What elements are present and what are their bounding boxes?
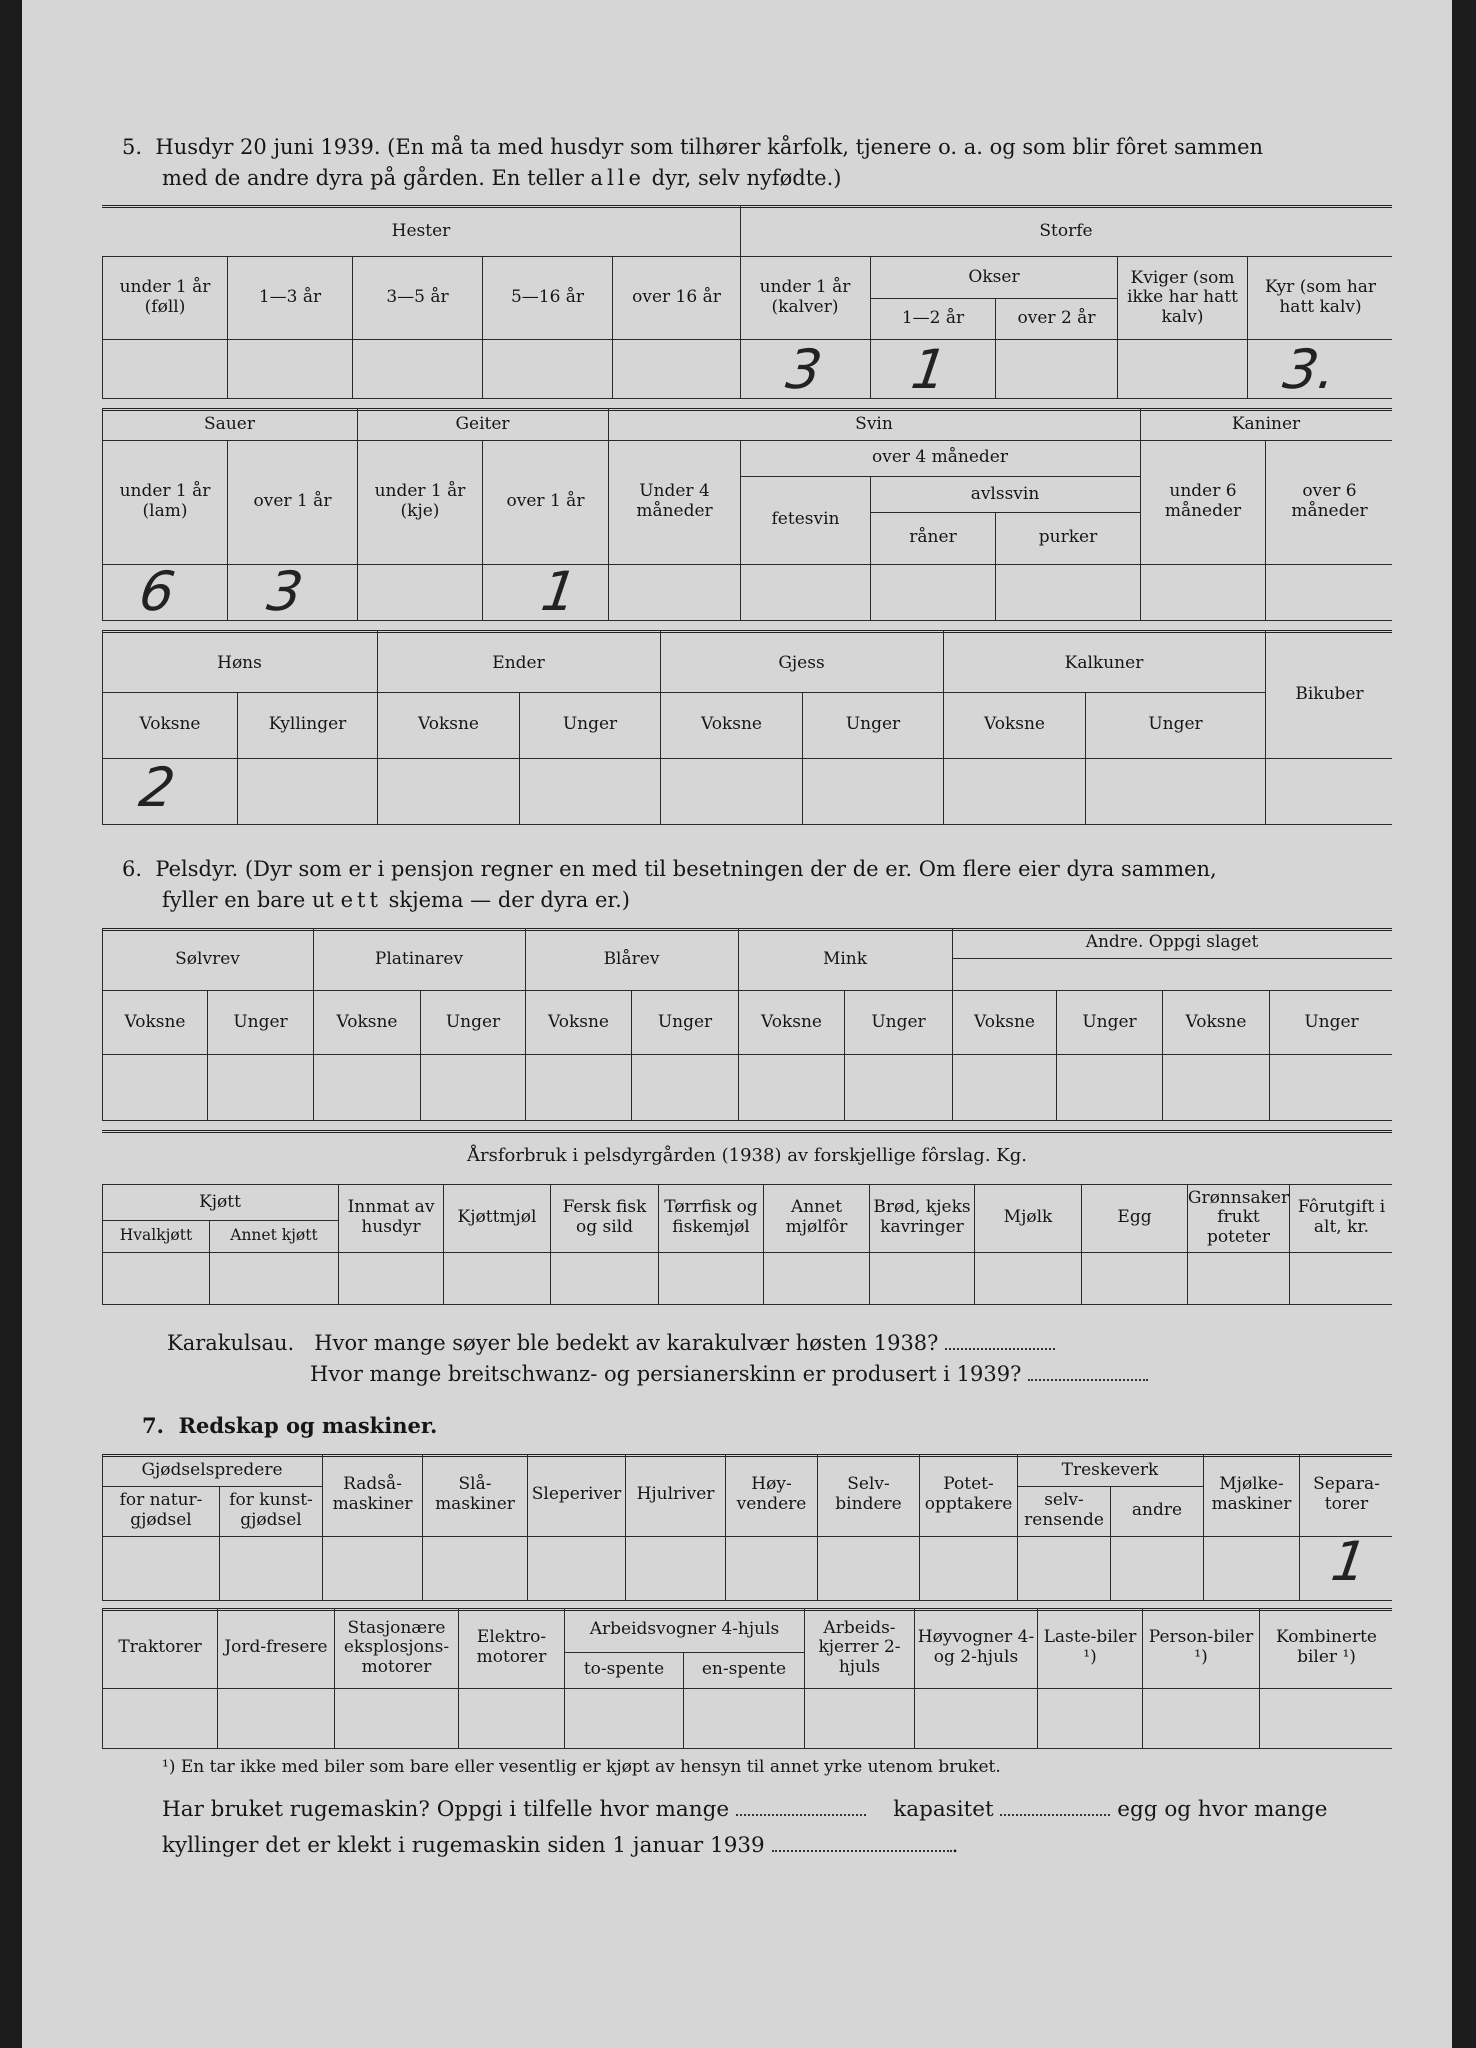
col-geiter-over1: over 1 år — [506, 491, 585, 512]
col-purker: purker — [1038, 527, 1098, 548]
col-elektromotorer: Elektro-motorer — [476, 1627, 547, 1667]
section7-heading — [142, 1410, 437, 1441]
value-hons-voksne: 2 — [135, 756, 179, 819]
sauer-header: Sauer — [204, 414, 255, 435]
section5-line1: Husdyr 20 juni 1939. (En må ta med husdyr som tilhører kårfolk, tjenere o. a. og som blir fôret sammen — [155, 135, 1264, 159]
ender-unger: Unger — [562, 714, 618, 735]
col-avlssvin: avlssvin — [970, 484, 1040, 505]
col-andre: andre — [1131, 1500, 1183, 1521]
karakul-q1: Hvor mange søyer ble bedekt av karakulvær høsten 1938? — [314, 1331, 939, 1355]
value-geiter-over1: 1 — [537, 560, 581, 623]
value-sauer-over1: 3 — [263, 560, 307, 623]
col-sla: Slå-maskiner — [435, 1474, 515, 1514]
col-over16: over 16 år — [632, 287, 721, 308]
hons-kyllinger: Kyllinger — [268, 714, 347, 735]
andre-header: Andre. Oppgi slaget — [1085, 932, 1259, 953]
karakul-q2-answer[interactable] — [1028, 1373, 1148, 1381]
col-kje: under 1 år (kje) — [374, 481, 466, 521]
col-3-5: 3—5 år — [386, 287, 449, 308]
geiter-header: Geiter — [455, 414, 510, 435]
form-page — [22, 0, 1452, 2048]
solvrev-voksne: Voksne — [124, 1012, 186, 1033]
col-gronnsaker: Grønnsaker frukt poteter — [1187, 1187, 1290, 1247]
rugemaskin-count-answer[interactable] — [736, 1808, 866, 1816]
forbruk-title: Årsforbruk i pelsdyrgården (1938) av forskjellige fôrslag. Kg. — [467, 1144, 1027, 1166]
kalkuner-header: Kalkuner — [1064, 653, 1144, 674]
col-hoyvogner: Høyvogner 4- og 2-hjuls — [917, 1627, 1035, 1667]
col-svin-over4: over 4 måneder — [872, 447, 1008, 468]
solvrev-header: Sølvrev — [175, 949, 240, 970]
col-forutgift: Fôrutgift i alt, kr. — [1297, 1197, 1386, 1237]
rugemaskin-kapasitet: kapasitet — [893, 1797, 994, 1822]
rugemaskin-q1: Har bruket rugemaskin? Oppgi i tilfelle hvor mange — [162, 1797, 730, 1822]
mink-header: Mink — [822, 949, 868, 970]
andre1-unger: Unger — [1082, 1012, 1137, 1033]
blarev-header: Blårev — [603, 949, 660, 970]
section7-title: Redskap og maskiner. — [178, 1413, 438, 1438]
col-to-spente: to-spente — [583, 1659, 665, 1680]
andre2-voksne: Voksne — [1185, 1012, 1247, 1033]
col-radsa: Radså-maskiner — [332, 1474, 413, 1514]
hons-voksne: Voksne — [139, 714, 201, 735]
section7-number: 7. — [142, 1413, 164, 1438]
col-separatorer: Separa-torer — [1313, 1474, 1380, 1514]
solvrev-unger: Unger — [233, 1012, 288, 1033]
platinarev-unger: Unger — [445, 1012, 501, 1033]
gjodsel-header: Gjødselspredere — [141, 1460, 283, 1481]
col-sleperiver: Sleperiver — [531, 1484, 622, 1505]
bikuber-header: Bikuber — [1295, 684, 1364, 705]
value-okser-1-2: 1 — [907, 338, 951, 401]
mink-voksne: Voksne — [761, 1012, 822, 1033]
col-traktorer: Traktorer — [118, 1637, 202, 1658]
rugemaskin-egg: egg og hvor mange — [1117, 1797, 1328, 1822]
col-okser: Okser — [968, 267, 1020, 288]
karakul-label: Karakulsau. — [167, 1331, 295, 1355]
col-arbeidskjerrer: Arbeids-kjerrer 2-hjuls — [818, 1617, 901, 1677]
blarev-voksne: Voksne — [548, 1012, 609, 1033]
section6-text — [122, 854, 1412, 916]
rugemaskin-block: Har bruket rugemaskin? Oppgi i tilfelle hvor mange kapasitet egg og hvor mange kyllinger det er klekt i rugemaskin siden 1 januar 1939 . — [162, 1797, 1328, 1858]
rugemaskin-kyllinger-answer[interactable] — [772, 1844, 952, 1852]
col-kaniner-under6: under 6 måneder — [1164, 481, 1242, 521]
platinarev-header: Platinarev — [374, 949, 464, 970]
col-selvbindere: Selv-bindere — [835, 1474, 902, 1514]
col-innmat: Innmat av husdyr — [347, 1197, 435, 1237]
col-annet-kjott: Annet kjøtt — [230, 1226, 318, 1245]
col-en-spente: en-spente — [701, 1659, 787, 1680]
hons-header: Høns — [217, 653, 262, 674]
section6-line1: Pelsdyr. (Dyr som er i pensjon regner en med til besetningen der de er. Om flere eier dyra sammen, — [155, 857, 1217, 881]
col-sauer-over1: over 1 år — [253, 491, 332, 512]
section6-line2a: fyller en bare ut — [162, 888, 334, 912]
section5-line2c: dyr, selv nyfødte.) — [651, 166, 842, 190]
col-arbeidsvogner: Arbeidsvogner 4-hjuls — [589, 1619, 780, 1640]
col-5-16: 5—16 år — [510, 287, 585, 308]
col-potetopptakere: Potet-opptakere — [924, 1474, 1013, 1514]
mink-unger: Unger — [871, 1012, 926, 1033]
col-raner: råner — [909, 527, 957, 548]
col-okser-over2: over 2 år — [1017, 307, 1096, 328]
andre1-voksne: Voksne — [974, 1012, 1035, 1033]
storfe-header: Storfe — [1039, 221, 1093, 242]
col-hvalkjott: Hvalkjøtt — [119, 1226, 193, 1245]
gjess-voksne: Voksne — [701, 714, 762, 735]
col-lam: under 1 år (lam) — [119, 481, 211, 521]
table-hester-top — [102, 205, 1392, 208]
rugemaskin-q2: kyllinger det er klekt i rugemaskin siden 1 januar 1939 — [162, 1833, 765, 1858]
col-stasjonaere-motorer: Stasjonære eksplosjons-motorer — [343, 1617, 450, 1677]
col-annet-mjolfor: Annet mjølfôr — [785, 1197, 848, 1237]
svin-header: Svin — [855, 414, 893, 435]
col-egg: Egg — [1117, 1207, 1152, 1228]
karakul-block — [167, 1328, 1367, 1390]
col-lastebiler: Laste-biler ¹) — [1043, 1627, 1137, 1667]
treskeverk-header: Treskeverk — [1061, 1460, 1159, 1481]
ender-voksne: Voksne — [418, 714, 479, 735]
karakul-q1-answer[interactable] — [945, 1342, 1055, 1350]
section5-all-emph: alle — [590, 166, 645, 190]
col-kombinerte-biler: Kombinerte biler ¹) — [1276, 1627, 1377, 1667]
col-mjolk: Mjølk — [1003, 1207, 1053, 1228]
col-natur-gjodsel: for natur-gjødsel — [119, 1490, 203, 1530]
platinarev-voksne: Voksne — [336, 1012, 398, 1033]
ender-header: Ender — [492, 653, 545, 674]
col-torrfisk: Tørrfisk og fiskemjøl — [664, 1197, 758, 1237]
col-kunst-gjodsel: for kunst-gjødsel — [229, 1490, 313, 1530]
col-kviger: Kviger (som ikke har hatt kalv) — [1127, 267, 1238, 327]
blarev-unger: Unger — [657, 1012, 713, 1033]
col-1-3: 1—3 år — [258, 287, 322, 308]
rugemaskin-kapasitet-answer[interactable] — [1000, 1808, 1110, 1816]
value-kyr: 3. — [1279, 338, 1340, 401]
section6-line2c: skjema — der dyra er.) — [388, 888, 630, 912]
gjess-header: Gjess — [778, 653, 825, 674]
col-fetesvin: fetesvin — [771, 509, 840, 530]
col-kalver: under 1 år (kalver) — [759, 277, 851, 317]
col-fersk-fisk: Fersk fisk og sild — [562, 1197, 647, 1237]
kalkuner-voksne: Voksne — [984, 714, 1045, 735]
col-svin-under4: Under 4 måneder — [636, 481, 713, 521]
kaniner-header: Kaniner — [1231, 414, 1301, 435]
value-separatorer: 1 — [1327, 1530, 1371, 1593]
col-hjulriver: Hjulriver — [636, 1484, 715, 1505]
hester-header: Hester — [391, 221, 451, 242]
kjott-header: Kjøtt — [199, 1192, 241, 1213]
section6-number: 6. — [122, 857, 143, 881]
gjess-unger: Unger — [845, 714, 901, 735]
col-kyr: Kyr (som har hatt kalv) — [1264, 277, 1377, 317]
value-kalver: 3 — [782, 338, 826, 401]
col-okser-1-2: 1—2 år — [901, 307, 965, 328]
col-personbiler: Person-biler ¹) — [1148, 1627, 1254, 1667]
section5-text — [122, 132, 1402, 194]
col-foll: under 1 år (føll) — [119, 277, 211, 317]
col-brod: Brød, kjeks kavringer — [873, 1197, 971, 1237]
col-jordfresere: Jord-freserе — [224, 1637, 328, 1658]
value-lam: 6 — [135, 560, 179, 623]
footnote: ¹) En tar ikke med biler som bare eller vesentlig er kjøpt av hensyn til annet yrke utenom bruket. — [162, 1757, 1001, 1777]
col-kjottmjol: Kjøttmjøl — [457, 1207, 537, 1228]
col-kaniner-over6: over 6 måneder — [1291, 481, 1368, 521]
section5-number: 5. — [122, 135, 143, 159]
col-hoyvendere: Høy-vendere — [736, 1474, 807, 1514]
karakul-q2: Hvor mange breitschwanz- og persianerskinn er produsert i 1939? — [310, 1362, 1022, 1386]
col-selvrensende: selv-rensende — [1024, 1490, 1104, 1530]
col-mjolkemaskiner: Mjølke-maskiner — [1211, 1474, 1292, 1514]
section6-ett-emph: ett — [340, 888, 382, 912]
andre2-unger: Unger — [1304, 1012, 1359, 1033]
kalkuner-unger: Unger — [1148, 714, 1203, 735]
section5-line2a: med de andre dyra på gården. En teller — [162, 166, 584, 190]
